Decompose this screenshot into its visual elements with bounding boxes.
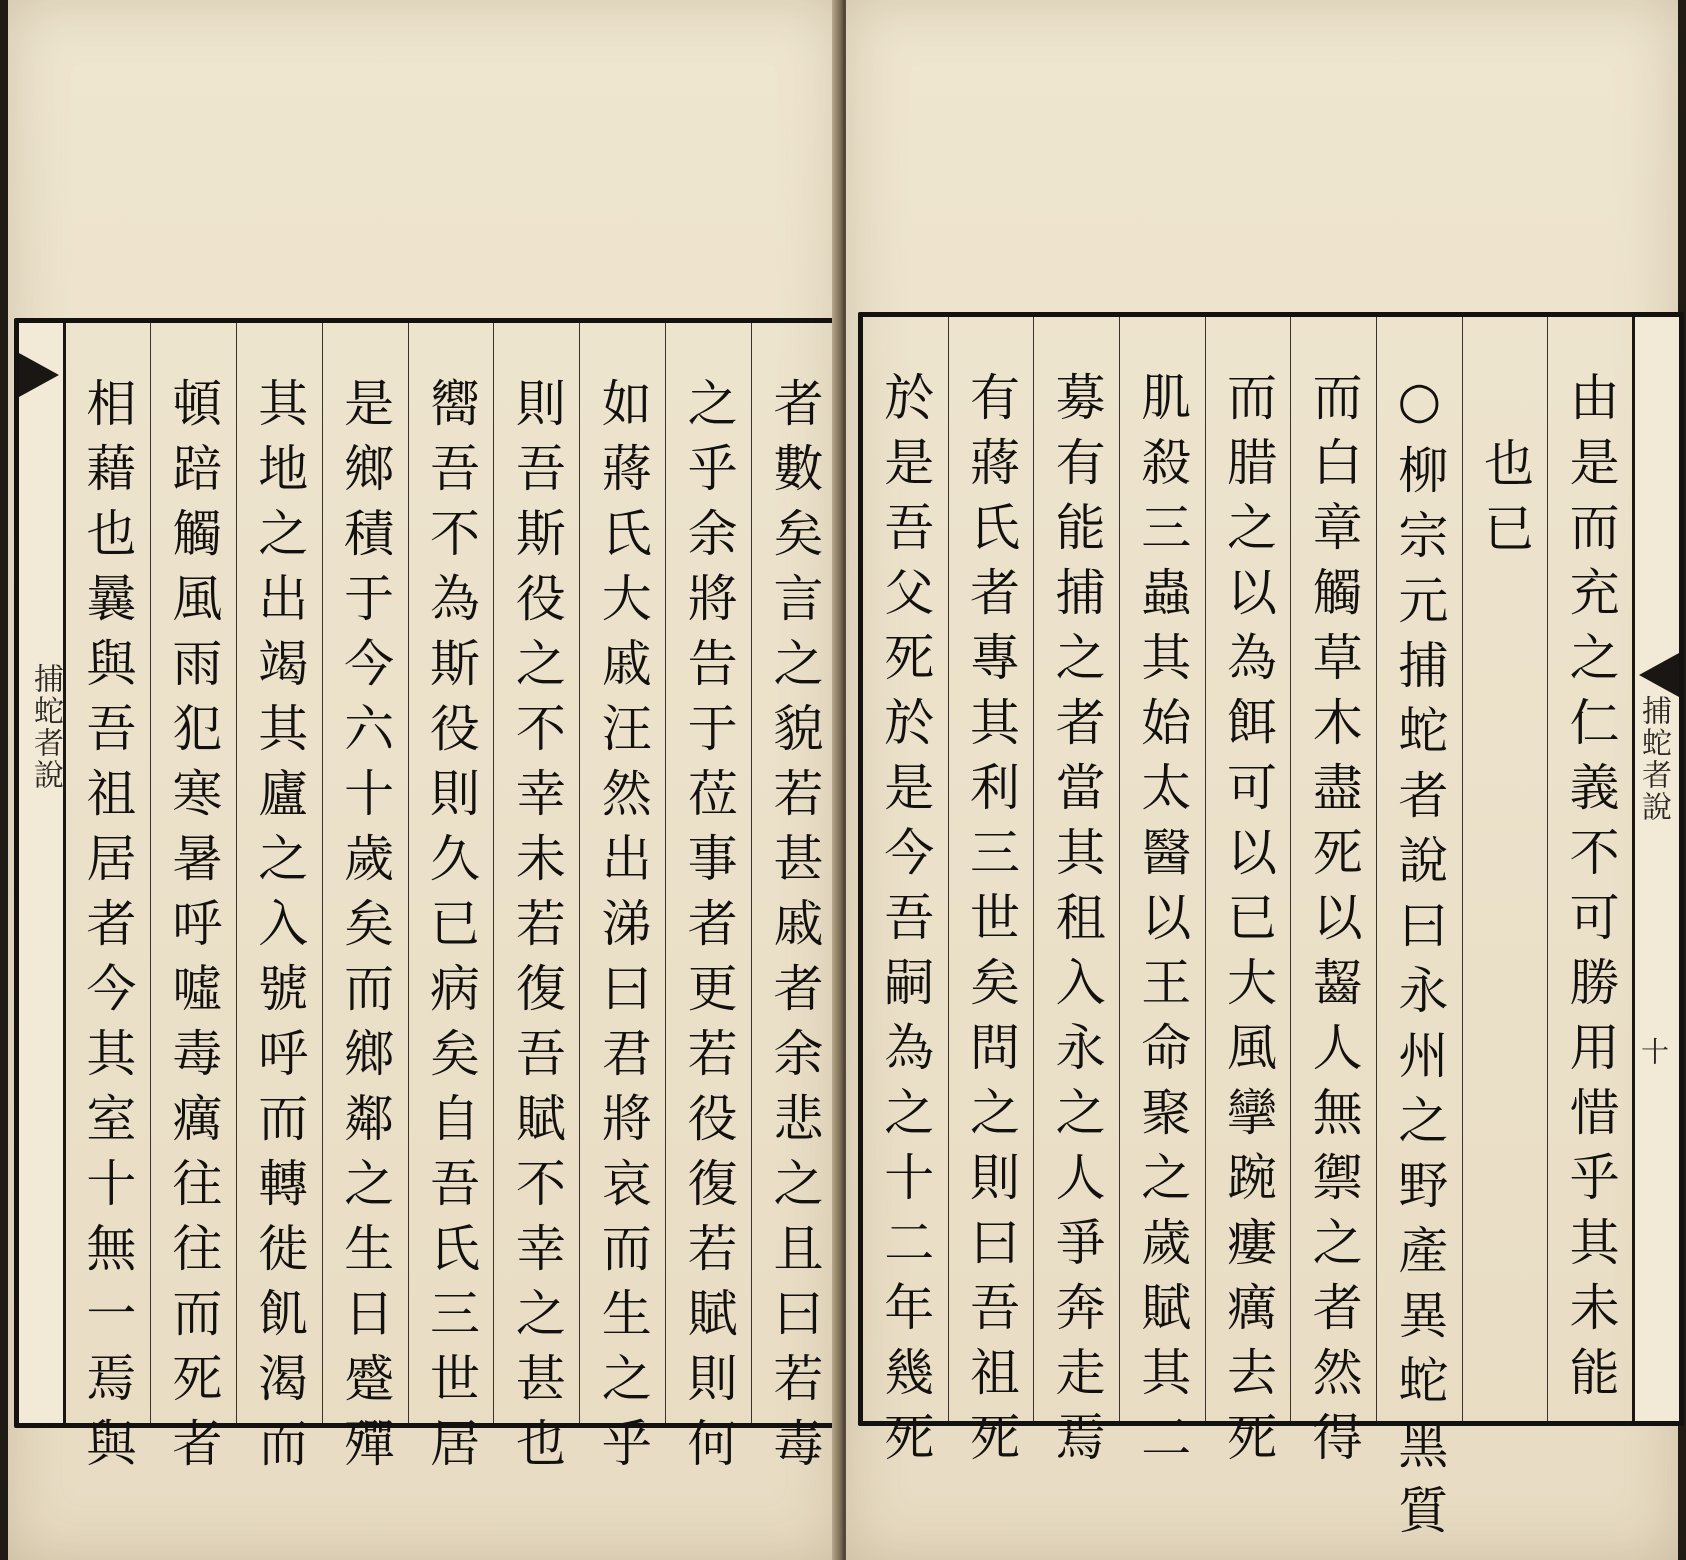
- text-column: [579, 323, 665, 1482]
- text-column: [322, 323, 408, 1482]
- left-text-area: [65, 323, 837, 1482]
- column-text: 之乎余將告于莅事者更若役復若賦則何: [679, 377, 738, 1482]
- text-column: [150, 323, 236, 1482]
- left-page-frame: [14, 318, 842, 1482]
- column-text: 者數矣言之貌若甚戚者余悲之且曰若毒: [765, 377, 824, 1482]
- text-column: [751, 323, 837, 1482]
- text-column: [1290, 317, 1376, 1476]
- column-text: 有蔣氏者專其利三世矣問之則曰吾祖死: [961, 371, 1020, 1476]
- column-text: 而白章觸草木盡死以齧人無禦之者然得: [1304, 371, 1363, 1476]
- text-column: [1033, 317, 1119, 1476]
- text-column: [863, 317, 948, 1476]
- text-column: [493, 323, 579, 1482]
- column-text: 是鄉積于今六十歲矣而鄉鄰之生日蹙殫: [336, 377, 395, 1482]
- left-fold-title: 捕蛇者說: [28, 663, 63, 791]
- text-column: [1462, 317, 1548, 1421]
- column-text: 肌殺三蟲其始太醫以王命聚之歲賦其二: [1133, 371, 1192, 1476]
- right-page: [846, 0, 1678, 1560]
- column-text: 由是而充之仁義不可勝用惜乎其未能: [1561, 371, 1620, 1411]
- column-text: 於是吾父死於是今吾嗣為之十二年幾死: [876, 371, 935, 1476]
- fishtail-mark-icon: [1639, 653, 1679, 697]
- right-page-number: 十: [1637, 1037, 1670, 1065]
- text-column: [665, 323, 751, 1482]
- column-text: 則吾斯役之不幸未若復吾賦不幸之甚也: [507, 377, 566, 1482]
- right-text-area: [863, 317, 1633, 1549]
- text-column: [948, 317, 1034, 1476]
- column-text: 頓踣觸風雨犯寒暑呼噓毒癘往往而死者: [164, 377, 223, 1482]
- column-text: 嚮吾不為斯役則久已病矣自吾氏三世居: [421, 377, 480, 1482]
- column-text: 如蔣氏大戚汪然出涕曰君將哀而生之乎: [593, 377, 652, 1482]
- left-page-fold-column: [19, 323, 66, 1423]
- column-text: 相藉也曩與吾祖居者今其室十無一焉與: [78, 377, 137, 1482]
- text-column: [1119, 317, 1205, 1476]
- column-text: 也已: [1475, 437, 1534, 567]
- text-column: [236, 323, 322, 1482]
- left-page: [8, 0, 840, 1560]
- right-page-fold-column: [1632, 317, 1679, 1421]
- text-column: [1547, 317, 1633, 1421]
- text-column: [1376, 317, 1462, 1549]
- column-text: 募有能捕之者當其租入永之人爭奔走焉: [1047, 371, 1106, 1476]
- right-page-frame: [858, 312, 1684, 1549]
- text-column: [65, 323, 150, 1482]
- column-text: 其地之出竭其廬之入號呼而轉徙飢渴而: [250, 377, 309, 1482]
- text-column: [1205, 317, 1291, 1476]
- text-column: [408, 323, 494, 1482]
- column-text: 而腊之以為餌可以已大風攣踠瘻癘去死: [1218, 371, 1277, 1476]
- fishtail-mark-icon: [19, 353, 59, 397]
- right-fold-title: 捕蛇者說: [1636, 695, 1671, 823]
- column-text: ○柳宗元捕蛇者說曰永州之野產異蛇黑質: [1390, 371, 1449, 1549]
